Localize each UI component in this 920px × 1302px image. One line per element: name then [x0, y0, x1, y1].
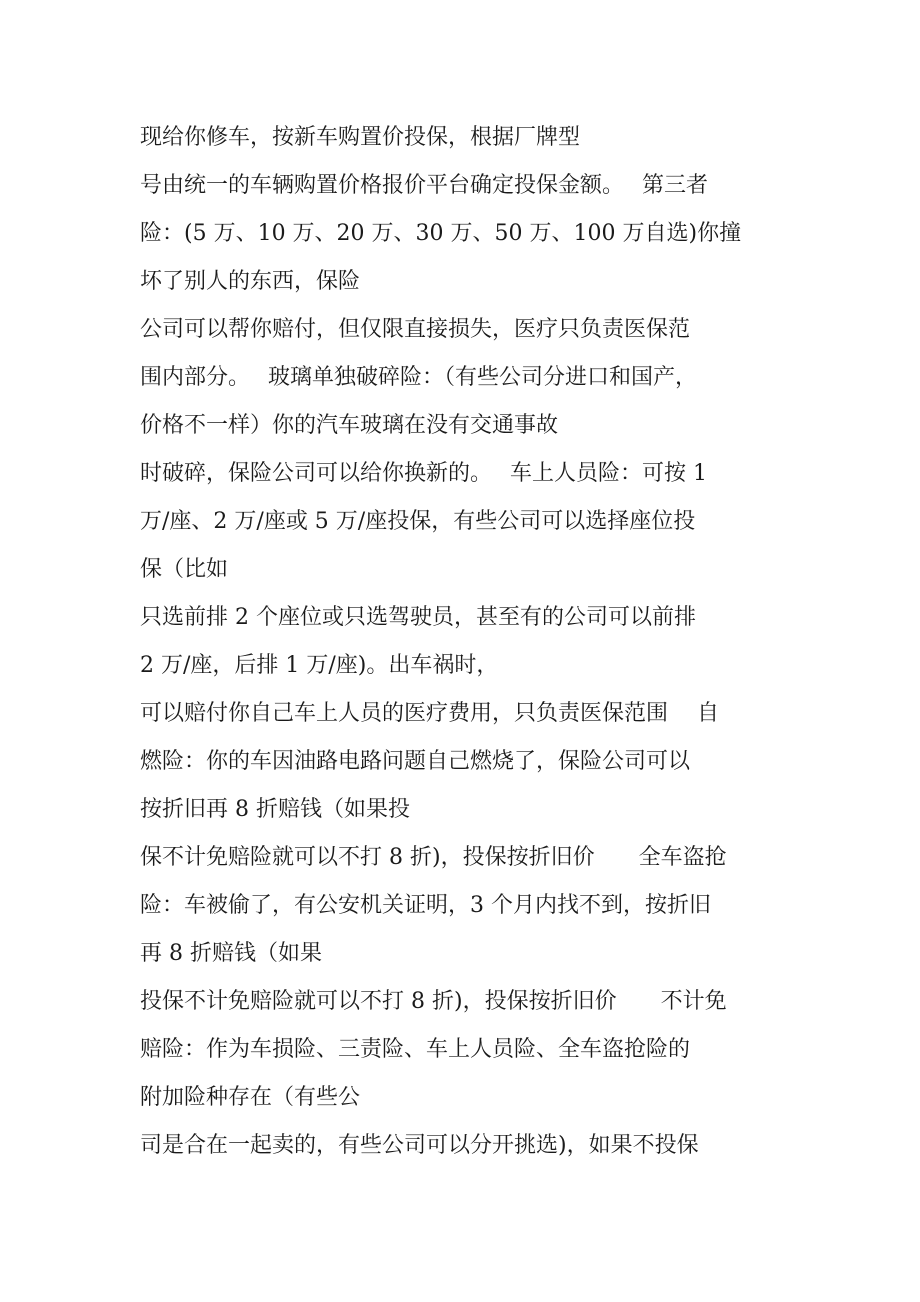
text-line: 险：车被偷了，有公安机关证明，3 个月内找不到，按折旧 [140, 893, 711, 918]
text-line: 价格不一样）你的汽车玻璃在没有交通事故 [140, 413, 559, 438]
text-line: 赔险：作为车损险、三责险、车上人员险、全车盗抢险的 [140, 1037, 691, 1062]
text-line: 只选前排 2 个座位或只选驾驶员，甚至有的公司可以前排 [140, 605, 696, 630]
text-line: 投保不计免赔险就可以不打 8 折)，投保按折旧价 不计免 [140, 989, 727, 1014]
body-text [140, 114, 800, 1170]
text-line: 险：(5 万、10 万、20 万、30 万、50 万、100 万自选)你撞 [140, 221, 742, 246]
text-line: 坏了别人的东西，保险 [140, 269, 361, 294]
text-line: 按折旧再 8 折赔钱（如果投 [140, 797, 410, 822]
text-line: 保（比如 [140, 557, 229, 582]
text-line: 公司可以帮你赔付，但仅限直接损失，医疗只负责医保范 [140, 317, 691, 342]
text-line: 附加险种存在（有些公 [140, 1085, 361, 1110]
text-line: 2 万/座，后排 1 万/座)。出车祸时， [140, 653, 499, 678]
text-line: 再 8 折赔钱（如果 [140, 941, 322, 966]
text-line: 现给你修车，按新车购置价投保，根据厂牌型 [140, 125, 581, 150]
text-line: 可以赔付你自己车上人员的医疗费用，只负责医保范围 自 [140, 701, 719, 726]
text-line: 燃险：你的车因油路电路问题自己燃烧了，保险公司可以 [140, 749, 691, 774]
text-line: 保不计免赔险就可以不打 8 折)，投保按折旧价 全车盗抢 [140, 845, 727, 870]
text-line: 号由统一的车辆购置价格报价平台确定投保金额。 第三者 [140, 173, 708, 198]
text-line: 围内部分。 玻璃单独破碎险：（有些公司分进口和国产， [140, 365, 697, 390]
text-line: 司是合在一起卖的，有些公司可以分开挑选)，如果不投保 [140, 1133, 699, 1158]
text-line: 时破碎，保险公司可以给你换新的。 车上人员险：可按 1 [140, 461, 707, 486]
text-line: 万/座、2 万/座或 5 万/座投保，有些公司可以选择座位投 [140, 509, 696, 534]
